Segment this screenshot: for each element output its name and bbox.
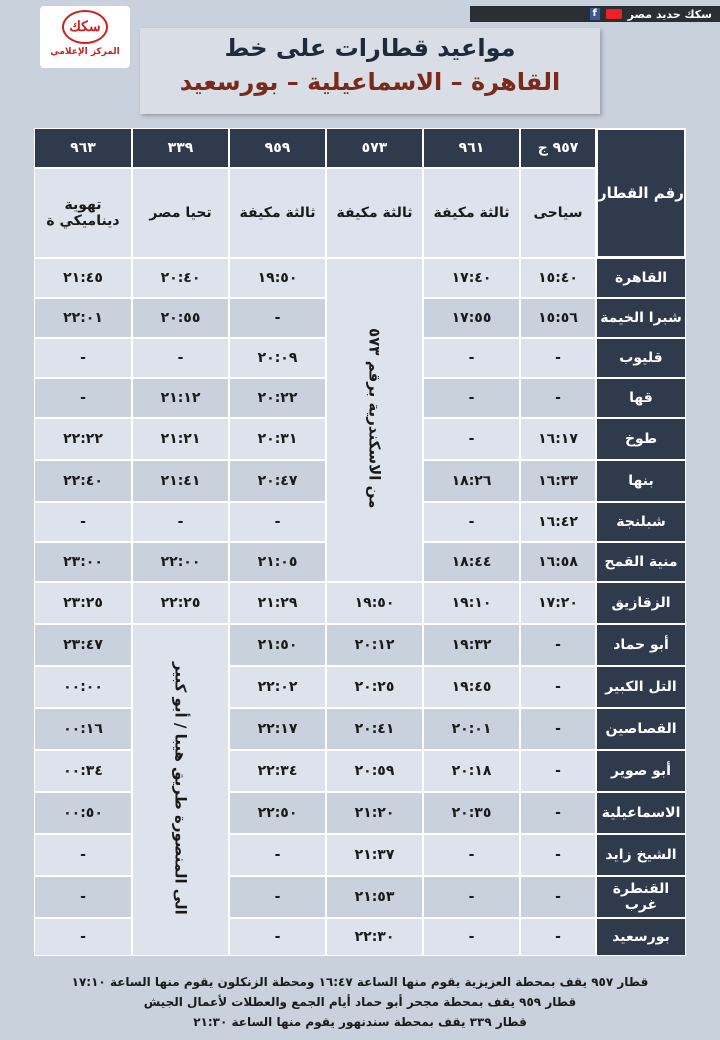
note-339: قطار ٣٣٩ يقف بمحطة سندنهور يقوم منها الساعة ٢١:٣٠ — [193, 1015, 527, 1029]
table-row — [34, 750, 686, 792]
time-cell: - — [423, 918, 520, 956]
table-row — [34, 876, 686, 918]
time-cell: - — [520, 834, 596, 876]
time-cell: - — [229, 918, 326, 956]
table-row — [34, 834, 686, 876]
time-cell: ٢٢:١٧ — [229, 708, 326, 750]
time-cell: - — [34, 338, 132, 378]
time-cell: - — [34, 834, 132, 876]
time-cell: ١٩:٣٢ — [423, 624, 520, 666]
logo-subtitle: المركز الإعلامي — [50, 47, 120, 57]
station-name: منية القمح — [596, 542, 686, 582]
time-cell: ٢١:٣٧ — [326, 834, 423, 876]
train-number-2: ٥٧٣ — [326, 128, 423, 168]
logo — [40, 6, 130, 68]
station-name: قليوب — [596, 338, 686, 378]
schedule-table — [34, 128, 686, 956]
time-cell: ١٦:٥٨ — [520, 542, 596, 582]
time-cell: ٢١:٥٠ — [229, 624, 326, 666]
time-cell: - — [520, 708, 596, 750]
time-cell: ٢١:٥٣ — [326, 876, 423, 918]
time-cell: ٢٠:٤٠ — [132, 258, 229, 298]
time-cell: ٢٠:٤٧ — [229, 460, 326, 502]
facebook-icon[interactable]: f — [590, 8, 600, 20]
time-cell: - — [520, 792, 596, 834]
time-cell: ١٩:٤٥ — [423, 666, 520, 708]
time-cell: ٢٢:٢٥ — [132, 582, 229, 624]
time-cell: - — [34, 876, 132, 918]
time-cell: - — [132, 338, 229, 378]
time-cell: ١٦:٤٢ — [520, 502, 596, 542]
station-name: الشيخ زايد — [596, 834, 686, 876]
time-cell: ٠٠:٥٠ — [34, 792, 132, 834]
table-row — [34, 792, 686, 834]
topbar-label: سكك حديد مصر — [627, 7, 712, 21]
time-cell: ٢١:٢٩ — [229, 582, 326, 624]
time-cell: - — [423, 834, 520, 876]
time-cell: - — [423, 378, 520, 418]
table-row — [34, 258, 686, 298]
time-cell: - — [520, 666, 596, 708]
station-name: بنها — [596, 460, 686, 502]
table-row — [34, 708, 686, 750]
time-cell: ٢٠:٥٩ — [326, 750, 423, 792]
time-cell: ٢٢:٥٠ — [229, 792, 326, 834]
time-cell: - — [229, 834, 326, 876]
youtube-icon[interactable] — [606, 9, 622, 19]
time-cell: - — [520, 338, 596, 378]
train-number-5: ٩٦٣ — [34, 128, 132, 168]
time-cell: - — [34, 502, 132, 542]
station-name: بورسعيد — [596, 918, 686, 956]
merged-note-573 — [326, 258, 423, 582]
time-cell: ٢١:٢٠ — [326, 792, 423, 834]
time-cell: ١٥:٤٠ — [520, 258, 596, 298]
station-name: أبو حماد — [596, 624, 686, 666]
time-cell: ١٧:٤٠ — [423, 258, 520, 298]
station-name: قها — [596, 378, 686, 418]
time-cell: - — [132, 502, 229, 542]
station-name: شبرا الخيمة — [596, 298, 686, 338]
merged-note-339-text: الى المنصورة طريق هيبا / أبو كبير — [171, 661, 190, 915]
time-cell: - — [520, 750, 596, 792]
train-no-label: رقم القطار — [596, 128, 686, 258]
station-name: القنطرة غرب — [596, 876, 686, 918]
time-cell: - — [520, 624, 596, 666]
time-cell: ١٧:٢٠ — [520, 582, 596, 624]
time-cell: ١٨:٢٦ — [423, 460, 520, 502]
time-cell: ٢٢:٤٠ — [34, 460, 132, 502]
time-cell: ٢٠:١٢ — [326, 624, 423, 666]
train-class-0: سياحى — [520, 168, 596, 258]
time-cell: ٢٠:٠٩ — [229, 338, 326, 378]
time-cell: - — [423, 338, 520, 378]
time-cell: ٢١:٠٥ — [229, 542, 326, 582]
time-cell: ٢٢:٣٤ — [229, 750, 326, 792]
time-cell: ٢٠:٥٥ — [132, 298, 229, 338]
train-number-3: ٩٥٩ — [229, 128, 326, 168]
train-class-4: تحيا مصر — [132, 168, 229, 258]
time-cell: ٢٢:٠٠ — [132, 542, 229, 582]
time-cell: ٢٠:٣٥ — [423, 792, 520, 834]
time-cell: - — [520, 378, 596, 418]
merged-note-573-text: من الاسكندرية برقم ٥٧٣ — [365, 327, 384, 509]
time-cell: ٢١:٢١ — [132, 418, 229, 460]
time-cell: ٢٢:٠٢ — [229, 666, 326, 708]
note-959: قطار ٩٥٩ يقف بمحطة مجحر أبو حماد أيام الجمع والعطلات لأعمال الجيش — [143, 995, 577, 1009]
page-title — [140, 28, 600, 114]
time-cell: - — [34, 918, 132, 956]
time-cell: ١٩:١٠ — [423, 582, 520, 624]
time-cell: - — [229, 298, 326, 338]
time-cell: ٢٢:٠١ — [34, 298, 132, 338]
station-name: طوخ — [596, 418, 686, 460]
train-class-3: ثالثة مكيفة — [229, 168, 326, 258]
time-cell: - — [423, 418, 520, 460]
title-line-2: القاهرة – الاسماعيلية – بورسعيد — [179, 68, 561, 96]
train-number-4: ٣٣٩ — [132, 128, 229, 168]
station-name: الزقازيق — [596, 582, 686, 624]
table-row — [34, 666, 686, 708]
time-cell: ١٥:٥٦ — [520, 298, 596, 338]
time-cell: ٢٣:٤٧ — [34, 624, 132, 666]
time-cell: ٠٠:٠٠ — [34, 666, 132, 708]
time-cell: ١٦:٣٣ — [520, 460, 596, 502]
time-cell: ٢٠:١٨ — [423, 750, 520, 792]
station-name: أبو صوير — [596, 750, 686, 792]
train-class-5: تهوية ديناميكي ة — [34, 168, 132, 258]
time-cell: ١٨:٤٤ — [423, 542, 520, 582]
time-cell: ٢١:٤١ — [132, 460, 229, 502]
time-cell: ٢٢:٣٠ — [326, 918, 423, 956]
train-class-2: ثالثة مكيفة — [326, 168, 423, 258]
time-cell: ١٩:٥٠ — [326, 582, 423, 624]
time-cell: ٢١:٤٥ — [34, 258, 132, 298]
time-cell: ٠٠:٣٤ — [34, 750, 132, 792]
table-row — [34, 624, 686, 666]
time-cell: - — [229, 502, 326, 542]
station-name: القصاصين — [596, 708, 686, 750]
train-number-1: ٩٦١ — [423, 128, 520, 168]
title-line-1: مواعيد قطارات على خط — [224, 34, 516, 62]
time-cell: ٢٣:٠٠ — [34, 542, 132, 582]
time-cell: ٠٠:١٦ — [34, 708, 132, 750]
station-name: شبلنجة — [596, 502, 686, 542]
time-cell: - — [423, 876, 520, 918]
time-cell: ٢١:١٢ — [132, 378, 229, 418]
time-cell: ٢٠:٢٥ — [326, 666, 423, 708]
train-class-1: ثالثة مكيفة — [423, 168, 520, 258]
time-cell: ١٧:٥٥ — [423, 298, 520, 338]
merged-note-339 — [132, 624, 229, 956]
logo-mark: ﺳﻜﻚ — [62, 10, 108, 44]
time-cell: ٢٠:٢٢ — [229, 378, 326, 418]
time-cell: ٢٣:٢٥ — [34, 582, 132, 624]
table-row — [34, 582, 686, 624]
train-number-0: ٩٥٧ ج — [520, 128, 596, 168]
time-cell: ٢٠:٠١ — [423, 708, 520, 750]
time-cell: ٢٢:٢٢ — [34, 418, 132, 460]
time-cell: ٢٠:٤١ — [326, 708, 423, 750]
station-name: القاهرة — [596, 258, 686, 298]
time-cell: - — [229, 876, 326, 918]
station-name: التل الكبير — [596, 666, 686, 708]
time-cell: - — [520, 876, 596, 918]
notes — [10, 972, 710, 1032]
time-cell: ٢٠:٣١ — [229, 418, 326, 460]
time-cell: - — [423, 502, 520, 542]
note-957: قطار ٩٥٧ يقف بمحطة العزيزية يقوم منها الساعة ١٦:٤٧ ومحطة الزنكلون يقوم منها الساعة ١٧:١٠ — [71, 975, 649, 989]
table-row — [34, 918, 686, 956]
time-cell: ١٩:٥٠ — [229, 258, 326, 298]
time-cell: - — [34, 378, 132, 418]
station-name: الاسماعيلية — [596, 792, 686, 834]
time-cell: ١٦:١٧ — [520, 418, 596, 460]
time-cell: - — [520, 918, 596, 956]
top-social-bar — [470, 6, 720, 22]
